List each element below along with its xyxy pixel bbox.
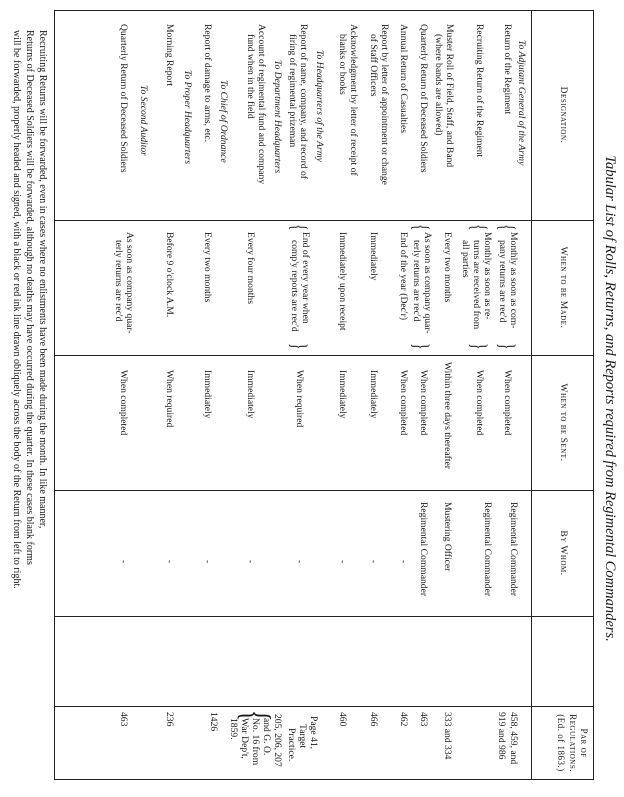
- left-brace: {: [234, 709, 279, 722]
- row-designation: (where bands are allowed): [433, 34, 444, 136]
- row-when-made: turns are received from: [471, 240, 482, 330]
- row-paragraph: Page 41,: [308, 716, 319, 750]
- row-paragraph: 463: [118, 712, 129, 727]
- right-brace: }: [495, 343, 520, 350]
- row-when-made: all parties: [460, 240, 471, 278]
- header-page-2: Regulations.: [567, 713, 577, 773]
- left-brace: {: [409, 224, 434, 231]
- row-when-sent: When completed: [118, 370, 129, 436]
- left-brace: {: [287, 224, 312, 231]
- row-when-sent: Immediately: [202, 370, 213, 419]
- row-when-sent: When completed: [502, 370, 513, 436]
- row-when-sent: Within three days thereafter: [442, 362, 453, 469]
- row-designation: blanks or books: [337, 34, 348, 95]
- row-by-whom: Regimental Commander: [482, 502, 493, 597]
- row-by-whom: -: [337, 560, 348, 564]
- row-when-made: As soon as company quar-: [124, 232, 135, 334]
- row-designation: Quarterly Return of Deceased Soldiers: [418, 24, 429, 173]
- section-heading: To Adjutant General of the Army: [516, 40, 527, 166]
- row-designation: fund when in the field: [245, 34, 256, 119]
- row-when-made: terly returns are rec'd: [411, 240, 422, 322]
- row-designation: Report by letter of appointment or change: [379, 24, 390, 185]
- row-by-whom: -: [294, 560, 305, 564]
- row-paragraph: 333 and 334: [442, 712, 453, 760]
- row-paragraph: 236: [164, 712, 175, 727]
- row-by-whom: Regimental Commander: [418, 502, 429, 597]
- section-heading: To Chief of Ordnance: [218, 80, 229, 163]
- header-when-sent: When to be Sent.: [558, 383, 568, 462]
- row-when-made: Every four months: [245, 232, 256, 304]
- section-heading: To Proper Headquarters: [182, 70, 193, 165]
- row-by-whom: -: [368, 560, 379, 564]
- row-by-whom: Regimental Commander: [508, 502, 519, 597]
- row-by-whom: -: [245, 560, 256, 564]
- row-when-sent: Immediately: [245, 370, 256, 419]
- column-divider: [54, 490, 594, 491]
- row-when-sent: When completed: [474, 370, 485, 436]
- column-divider: [54, 616, 594, 617]
- left-brace: {: [495, 224, 520, 231]
- row-when-made: Immediately upon receipt: [337, 232, 348, 331]
- column-divider: [54, 220, 594, 221]
- row-paragraph: 1426: [208, 712, 219, 732]
- row-by-whom: -: [202, 560, 213, 564]
- header-designation: Designation.: [558, 86, 568, 144]
- row-designation: Morning Report: [164, 24, 175, 87]
- row-by-whom: -: [398, 560, 409, 564]
- footer-line: Returns of Deceased Soldiers will be forwarded, although no deaths may have occurred during the quarter. In these cases blank forms: [24, 30, 35, 565]
- left-brace: {: [467, 224, 492, 231]
- row-paragraph: 462: [398, 712, 409, 727]
- header-page-3: (Ed. of 1863.): [556, 714, 566, 772]
- row-paragraph: 460: [337, 712, 348, 727]
- row-when-made: terly returns are rec'd: [113, 240, 124, 322]
- row-when-made: Monthly as soon as re-: [482, 232, 493, 320]
- row-when-made: Before 9 o'clock A.M.: [164, 232, 175, 318]
- row-designation: Annual Return of Casualties: [398, 24, 409, 133]
- header-when-made: When to be Made.: [558, 246, 568, 329]
- row-when-made: Monthly as soon as com-: [508, 232, 519, 329]
- row-when-sent: Immediately: [368, 370, 379, 419]
- footer-note: [10, 30, 49, 780]
- row-designation: Account of regimental fund and company: [256, 24, 267, 185]
- row-designation: Report of damage to arms, etc.: [202, 24, 213, 143]
- row-by-whom: Mustering Officer: [442, 502, 453, 572]
- row-when-sent: When required: [164, 370, 175, 428]
- row-when-made: End of every year when: [300, 232, 311, 324]
- row-when-made: comp'y reports are rec'd: [289, 240, 300, 332]
- header-page-1: Par of: [578, 728, 588, 758]
- row-when-sent: When completed: [398, 370, 409, 436]
- column-divider: [54, 706, 594, 707]
- row-when-sent: When required: [294, 370, 305, 428]
- header-rule: [531, 10, 532, 780]
- row-designation: Quarterly Return of Deceased Soldiers: [118, 24, 129, 173]
- row-designation: Muster Roll of Field, Staff, and Band: [444, 24, 455, 168]
- document-title: Tabular List of Rolls, Returns, and Reports required from Regimental Commanders.: [602, 155, 618, 642]
- footer-line: Recruiting Returns will be forwarded, even in cases where no enlistments have been made during the month. In like manner,: [37, 30, 48, 529]
- right-brace: }: [287, 343, 312, 350]
- row-when-made: As soon as company quar-: [422, 232, 433, 334]
- row-designation: Report of name, company, and record of: [298, 24, 309, 179]
- row-paragraph: 458, 459, and: [508, 712, 519, 765]
- row-paragraph: 205, 206, 207: [272, 714, 283, 767]
- row-when-made: End of the year (Dec'r): [398, 232, 409, 321]
- row-by-whom: -: [164, 560, 175, 564]
- row-when-made: Immediately: [368, 232, 379, 281]
- row-when-made: Every two months: [202, 232, 213, 303]
- row-paragraph: Practice.: [286, 728, 297, 762]
- row-designation: Return of the Regiment: [502, 24, 513, 115]
- row-when-sent: When completed: [418, 370, 429, 436]
- row-when-made: pany returns are rec'd: [497, 240, 508, 323]
- row-paragraph: and G. O.: [261, 718, 272, 756]
- section-heading: To Headquarters of the Army: [314, 50, 325, 162]
- header-by-whom: By Whom.: [558, 530, 568, 576]
- row-designation: Acknowledgment by letter of receipt of: [348, 24, 359, 176]
- section-heading: To Department Headquarters: [272, 60, 283, 174]
- row-paragraph: 463: [418, 712, 429, 727]
- row-paragraph: 919 and 986: [496, 712, 507, 760]
- row-paragraph: 1859.: [228, 718, 239, 740]
- column-divider: [54, 355, 594, 356]
- row-designation: Recruiting Return of the Regiment: [474, 24, 485, 158]
- row-by-whom: -: [118, 560, 129, 564]
- section-heading: To Second Auditor: [138, 85, 149, 156]
- row-paragraph: Target: [297, 724, 308, 749]
- row-designation: firing of regimental prizeman: [287, 34, 298, 148]
- row-paragraph: No. 16 from: [250, 718, 261, 766]
- row-when-sent: Immediately: [337, 370, 348, 419]
- right-brace: }: [467, 343, 492, 350]
- footer-line: will be forwarded, properly headed and signed, with a black or red ink line drawn obliquely across the body of the Return from left to right.: [11, 30, 22, 589]
- row-designation: of Staff Officers: [368, 34, 379, 97]
- row-paragraph: 466: [368, 712, 379, 727]
- right-brace: }: [409, 343, 434, 350]
- row-when-made: Every two months: [442, 232, 453, 303]
- row-paragraph: War Dep't,: [239, 718, 250, 759]
